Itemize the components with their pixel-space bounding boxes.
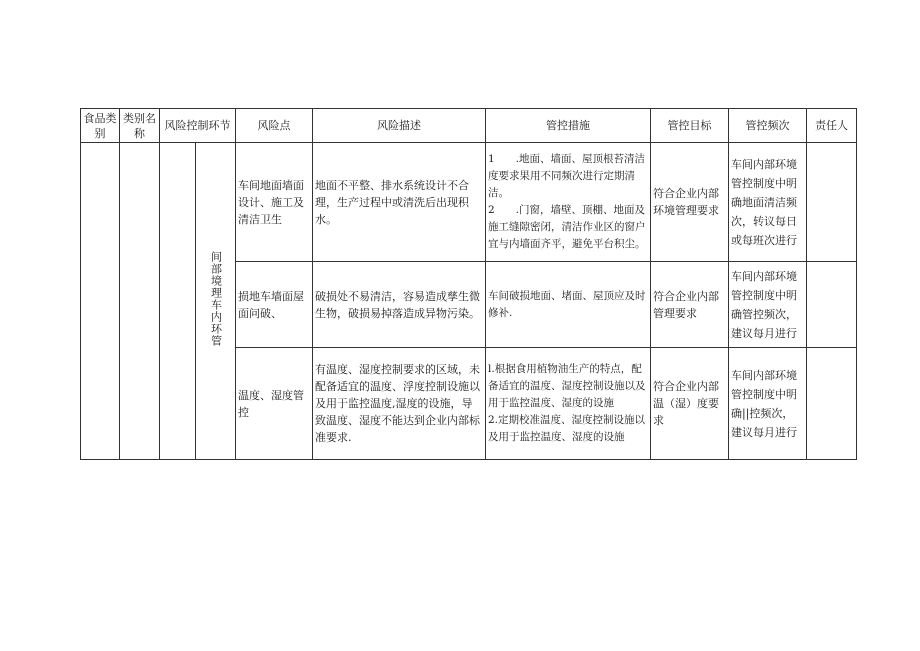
risk-description-cell: 破损处不易清洁，容易造成孳生微生物，破损易掉落造成异物污染。 [313, 262, 486, 348]
control-measures-cell [486, 348, 651, 460]
header-category-name: 类别名称 [120, 109, 160, 143]
control-measures-cell [486, 262, 651, 348]
responsible-cell [807, 348, 857, 460]
risk-point-cell: 损地车墙面屋面问破、 [236, 262, 313, 348]
control-frequency-cell: 车间内部环境管控制度中明确地面清洁频次，转议每日或每班次进行 [729, 143, 807, 262]
food-category-cell [81, 143, 120, 460]
risk-control-table [80, 108, 857, 460]
category-name-cell [120, 143, 160, 460]
header-food-category: 食品类别 [81, 109, 120, 143]
risk-point-cell: 温度、湿度管控 [236, 348, 313, 460]
risk-description-cell: 有温度、湿度控制要求的区域，未配备适宜的温度、浮度控制设施以及用于监控温度,湿度的设施，导致温度、湿度不能达到企业内部标准要求. [313, 348, 486, 460]
header-control-measures: 管控措施 [486, 109, 651, 143]
header-control-frequency: 管控频次 [729, 109, 807, 143]
control-measures-cell [486, 143, 651, 262]
measure-item: 2 .门窗，墙壁、顶棚、地面及施工缝隙密闭，清洁作业区的窗户宜与内墙面齐平，避免平台积尘。 [488, 204, 646, 250]
control-goal-cell: 符合企业内部环境管理要求 [651, 143, 729, 262]
control-goal-cell: 符合企业内部温（湿）度要求 [651, 348, 729, 460]
measure-item: 车间破损地面、堵面、屋顶应及时修补. [488, 289, 646, 319]
table-row [81, 143, 857, 262]
responsible-cell [807, 262, 857, 348]
control-goal-cell: 符合企业内部管理要求 [651, 262, 729, 348]
responsible-cell [807, 143, 857, 262]
control-frequency-cell: 车间内部环境管控制度中明确管控频次，建议每月进行 [729, 262, 807, 348]
risk-description-cell: 地面不平整、排水系统设计不合理，生产过程中或清洗后出现积水。 [313, 143, 486, 262]
table-header-row [81, 109, 857, 143]
risk-point-cell: 车间地面墙面设计、施工及清洁卫生 [236, 143, 313, 262]
risk-segment-blank-cell [160, 143, 196, 460]
header-risk-point: 风险点 [236, 109, 313, 143]
header-risk-segment: 风险控制环节 [160, 109, 236, 143]
risk-segment-cell [196, 143, 236, 460]
header-control-goal: 管控目标 [651, 109, 729, 143]
header-risk-description: 风险描述 [313, 109, 486, 143]
measure-item: 1 .地面、墙面、屋顶根苔清洁度要求果用不同频次进行定期清洁。 [488, 153, 646, 199]
measure-item: l.根据食用植物油生产的特点，配备适宜的温度、湿度控制设施以及用于监控温度、湿度的设施 [488, 363, 646, 409]
control-frequency-cell: 车间内部环境管控制度中明确||控频次，建议每月进行 [729, 348, 807, 460]
risk-segment-label: 间部境理车内环管 [209, 250, 223, 347]
header-responsible: 责任人 [807, 109, 857, 143]
measure-item: 2.定期校准温度、湿度控制设施以及用于监控温度、湿度的设施 [488, 414, 646, 443]
